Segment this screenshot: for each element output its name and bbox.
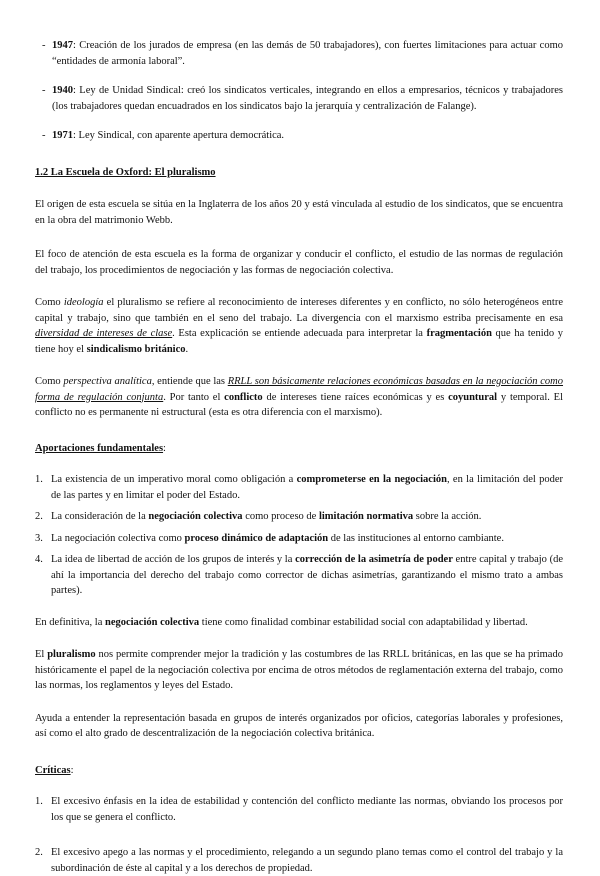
paragraph-focus: El foco de atención de esta escuela es la forma de organizar y conducir el conflicto, el estudio de las normas de regulación del trabajo, los procedimientos de negociación y las formas de negociación colectiva. [35,249,563,276]
bullet-marker: - [42,85,46,96]
list-number: 3. [35,532,43,544]
list-item [35,509,563,525]
text-run: de intereses tiene raíces económicas y es [262,391,449,403]
text-run: , entiende que las [151,376,228,387]
bullet-item [35,128,563,144]
list-item [35,552,563,599]
bullet-text: : Creación de los jurados de empresa (en las demás de 50 trabajadores), con fuertes limitaciones para actuar como “entidades de armonía laboral”. [52,40,563,67]
list-item [35,845,563,876]
aportaciones-heading [35,441,563,457]
bullet-text: : Ley Sindical, con aparente apertura democrática. [73,130,285,141]
text-run: de las instituciones al entorno cambiante. [328,532,504,544]
text-italic: perspectiva analítica [63,376,152,387]
bullet-year: 1940 [52,85,73,96]
bullet-marker: - [42,130,46,141]
bullet-marker: - [42,40,46,51]
text-run: y temporal. El conflicto no es permanente ni estructural (esta es otra diferencia con el marxismo). [35,391,564,418]
text-bold: conflicto [224,391,263,403]
text-run: sobre la acción. [413,511,482,522]
text-bold: corrección de la asimetría de poder [295,554,453,565]
text-run: La consideración de la [51,511,149,522]
text-bold: coyuntural [448,391,498,403]
paragraph-ideology [35,295,563,357]
text-run: . Esta explicación se entiende adecuada para interpretar la [172,328,427,339]
text-run: , en la limitación del poder de las partes y en limitar el poder del Estado. [51,474,563,501]
text-run: El excesivo apego a las normas y el procedimiento, relegando a un segundo plano temas como el control del trabajo y la subordinación de éste al capital y a los derechos de propiedad. [51,847,563,874]
text-run: . [185,343,189,355]
text-run: En definitiva, la [35,616,105,628]
bullet-year: 1947 [52,40,73,51]
list-number: 1. [35,474,43,485]
subheading-text: Críticas [35,764,71,776]
list-number: 4. [35,554,43,565]
text-run: Como [35,297,64,308]
text-bold: comprometerse en la negociación [296,474,447,485]
text-bold: fragmentación [426,328,492,339]
section-heading: 1.2 La Escuela de Oxford: El pluralismo [35,166,216,178]
paragraph-conclusion [35,615,563,631]
text-bold: negociación colectiva [104,616,200,628]
text-italic: ideología [63,297,104,308]
text-bold: pluralismo [47,649,96,660]
text-run: tiene como finalidad combinar estabilidad social con adaptabilidad y libertad. [199,616,528,628]
bullet-text: : Ley de Unidad Sindical: creó los sindicatos verticales, integrando en ellos a empresarios, técnicos y trabajadores (los trabajadores quedan encuadrados en los sindicatos bajo la jerarquía y centralización de Falange). [52,85,563,112]
subheading-text: Aportaciones fundamentales [35,442,164,454]
text-bold: proceso dinámico de adaptación [184,532,329,544]
text-run: como proceso de [242,511,319,522]
paragraph-pluralism [35,647,563,694]
text-run: El excesivo énfasis en la idea de estabilidad y contención del conflicto mediante las normas, obviando los procesos por los que se genera el conflicto. [51,796,563,823]
paragraph-analytic [35,374,563,421]
list-item [35,794,563,825]
text-run: El [35,649,48,660]
text-run: La existencia de un imperativo moral como obligación a [51,474,297,485]
text-run: entre capital y trabajo (de ahí la importancia del derecho del trabajo como corrector de dichas asimetrías, garantizando el mismo trato a ambas partes). [51,554,563,596]
text-run: que ha tenido y tiene hoy el [35,328,563,355]
heading-colon: : [163,442,166,454]
text-italic-underline: RRLL son básicamente relaciones económicas basadas en la negociación como forma de regulación conjunta [35,376,564,403]
bullet-year: 1971 [52,130,73,141]
text-bold: negociación colectiva [148,511,243,522]
list-item [35,531,563,547]
text-bold: sindicalismo británico [86,343,186,355]
text-run: nos permite comprender mejor la tradición y las costumbres de las RRLL británicas, en las que se ha primado históricamente el papel de la negociación colectiva por encima de otros métodos de reglamentación externa del trabajo, como las normas, los reglamentos y leyes del Estado. [35,649,563,691]
list-item [35,472,563,503]
text-run: La negociación colectiva como [51,532,185,544]
document-page [35,38,563,876]
text-run: . Por tanto el [163,391,225,403]
bullet-item [35,38,563,69]
text-italic-underline: diversidad de intereses de clase [35,328,173,339]
heading-colon: : [70,764,74,776]
list-number: 2. [35,511,43,522]
text-bold: limitación normativa [318,511,414,522]
list-number: 2. [35,847,43,858]
paragraph-representation: Ayuda a entender la representación basada en grupos de interés organizados por oficios, categorías laborales y profesiones, así como el alto grado de descentralización de la negociación colectiva británica. [35,712,563,739]
list-number: 1. [35,796,43,807]
text-run: Como [35,376,64,387]
bullet-item [35,83,563,114]
text-run: el pluralismo se refiere al reconocimiento de intereses diferentes y en conflicto, no sólo heterogéneos entre capital y trabajo, sino que también en el seno del trabajo. La divergencia con el marxismo estriba precisamente en esa [35,297,563,324]
paragraph-origin: El origen de esta escuela se sitúa en la Inglaterra de los años 20 y está vinculada al estudio de los sindicatos, que se encuentra en la obra del matrimonio Webb. [35,199,563,226]
text-run: La idea de libertad de acción de los grupos de interés y la [51,554,296,565]
criticas-heading [35,763,563,779]
